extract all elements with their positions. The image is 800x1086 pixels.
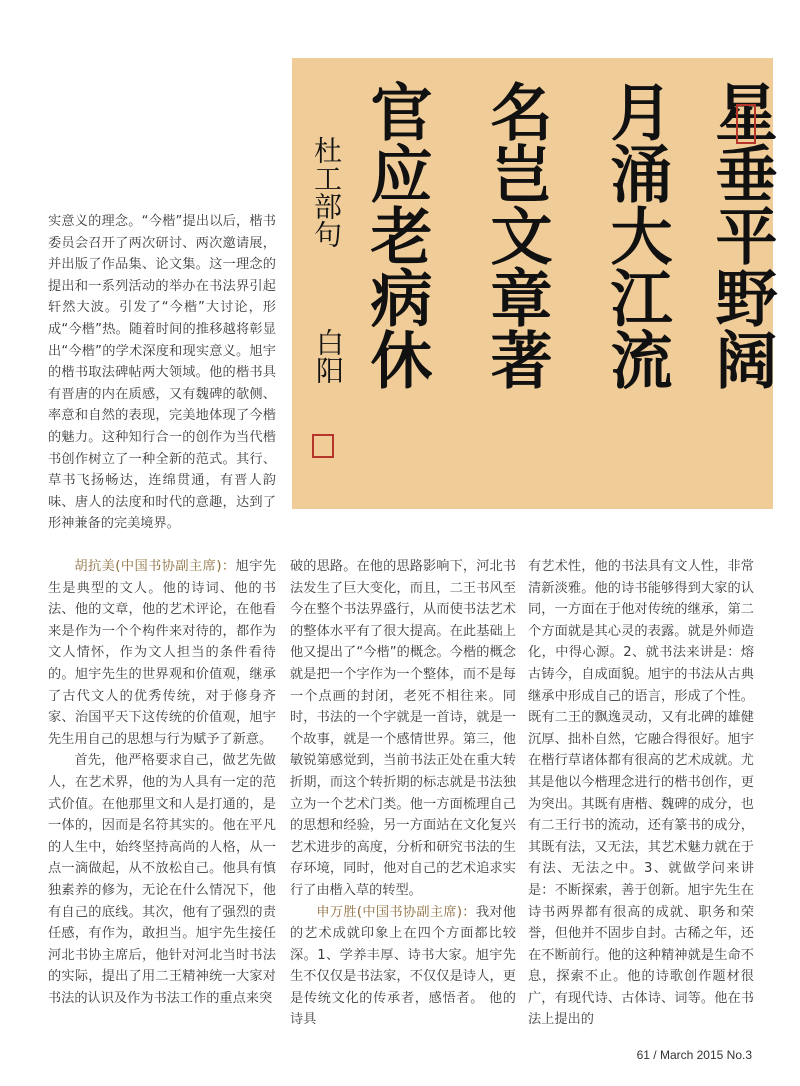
seal-stamp-bottom	[312, 434, 334, 458]
text-column-upper-left	[48, 211, 276, 535]
calligraphy-column-1: 星垂平野阔	[705, 80, 778, 390]
paragraph-text: 我对他的艺术成就印象上在四个方面都比较深。1、学养丰厚、诗书大家。旭宇先生不仅仅是书法家，不仅仅是诗人，更是传统文化的传承者，感悟者。 他的诗具	[290, 904, 516, 1028]
paragraph: 实意义的理念。“今楷”提出以后，楷书委员会召开了两次研讨、两次邀请展，并出版了作品集、论文集。这一理念的提出和一系列活动的举办在书法界引起轩然大波。引发了“今楷”大讨论，形成“今楷”热。随着时间的推移越将彰显出“今楷”的学术深度和现实意义。旭宇的楷书取法碑帖两大领域。他的楷书具有晋唐的内在质感，又有魏碑的欹侧、率意和自然的表现，完美地体现了今楷的魅力。这种知行合一的创作为当代楷书创作树立了一种全新的范式。其行、草书飞扬畅达，连绵贯通，有晋人韵味、唐人的法度和时代的意趣，达到了形神兼备的完美境界。	[48, 214, 276, 532]
paragraph	[48, 556, 276, 750]
speaker-label: 胡抗美(中国书协副主席)：	[74, 559, 236, 574]
text-column-1	[48, 556, 276, 1009]
paragraph: 破的思路。在他的思路影响下，河北书法发生了巨大变化，而且，二王书风至今在整个书法界盛行，从而使书法艺术的整体水平有了很大提高。在此基础上他又提出了“今楷”的概念。今楷的概念就是把一个字作为一个整体，而不是每一个点画的封闭，老死不相往来。同时，书法的一个字就是一首诗，就是一个故事，就是一个感情世界。第三，他敏锐第感觉到，当前书法正处在重大转折期，而这个转折期的标志就是书法独立为一个艺术门类。他一方面梳理自己的思想和经验，另一方面站在文化复兴艺术进步的高度，分析和研究书法的生存环境，同时，他对自己的艺术追求实行了由楷入草的转型。	[290, 559, 516, 898]
seal-stamp-top	[736, 104, 756, 144]
calligraphy-column-3: 名岂文章著	[480, 80, 553, 390]
page-footer: 61 / March 2015 No.3	[636, 1048, 752, 1062]
paragraph: 首先，他严格要求自己，做艺先做人，在艺术界，他的为人具有一定的范式价值。在他那里文和人是打通的，是一体的，因而是名符其实的。他在平凡的人生中，始终坚持高尚的人格，从一点一滴做起，从不放松自己。他具有慎独素养的修为，无论在什么情况下，他有自己的底线。其次，他有了强烈的责任感，有作为，敢担当。旭宇先生接任河北书协主席后，他针对河北当时书法的实际，提出了用二王精神统一大家对书法的认识及作为书法工作的重点来突	[48, 753, 276, 1006]
calligraphy-attribution: 杜工部句	[310, 136, 343, 248]
paragraph	[290, 902, 516, 1032]
calligraphy-column-2: 月涌大江流	[600, 80, 673, 390]
calligraphy-column-4: 官应老病休	[360, 80, 433, 390]
paragraph: 有艺术性，他的书法具有文人性，非常清新淡雅。他的诗书能够得到大家的认同，一方面在于他对传统的继承，第二个方面就是其心灵的表露。就是外师造化，中得心源。2、就书法来讲是：熔古铸今，自成面貌。旭宇的书法从古典继承中形成自己的语言，形成了个性。既有二王的飘逸灵动，又有北碑的雄健沉厚、拙朴自然，它融合得很好。旭宇在楷行草诸体都有很高的艺术成就。尤其是他以今楷理念进行的楷书创作，更为突出。其既有唐楷、魏碑的成分，也有二王行书的流动，还有篆书的成分，其既有法，又无法，其艺术魅力就在于有法、无法之中。3、就做学问来讲是：不断探索，善于创新。旭宇先生在诗书两界都有很高的成就、职务和荣誉，但他并不固步自封。古稀之年，还在不断前行。他的这种精神就是生命不息，探索不止。他的诗歌创作题材很广，有现代诗、古体诗、词等。他在书法上提出的	[528, 559, 754, 1028]
calligraphy-artwork	[292, 58, 778, 509]
calligraphy-signature: 白阳	[312, 328, 345, 384]
text-column-2	[290, 556, 516, 1031]
speaker-label: 申万胜(中国书协副主席)：	[316, 904, 476, 920]
paragraph-text: 旭宇先生是典型的文人。他的诗词、他的书法、他的文章，他的艺术评论，在他看来是作为一个个构件来对待的，都作为文人情怀，作为文人担当的条件看待的。旭宇先生的世界观和价值观，继承了古代文人的优秀传统，对于修身齐家、治国平天下这传统的价值观，旭宇先生用自己的思想与行为赋予了新意。	[48, 559, 277, 747]
text-column-3	[528, 556, 754, 1031]
